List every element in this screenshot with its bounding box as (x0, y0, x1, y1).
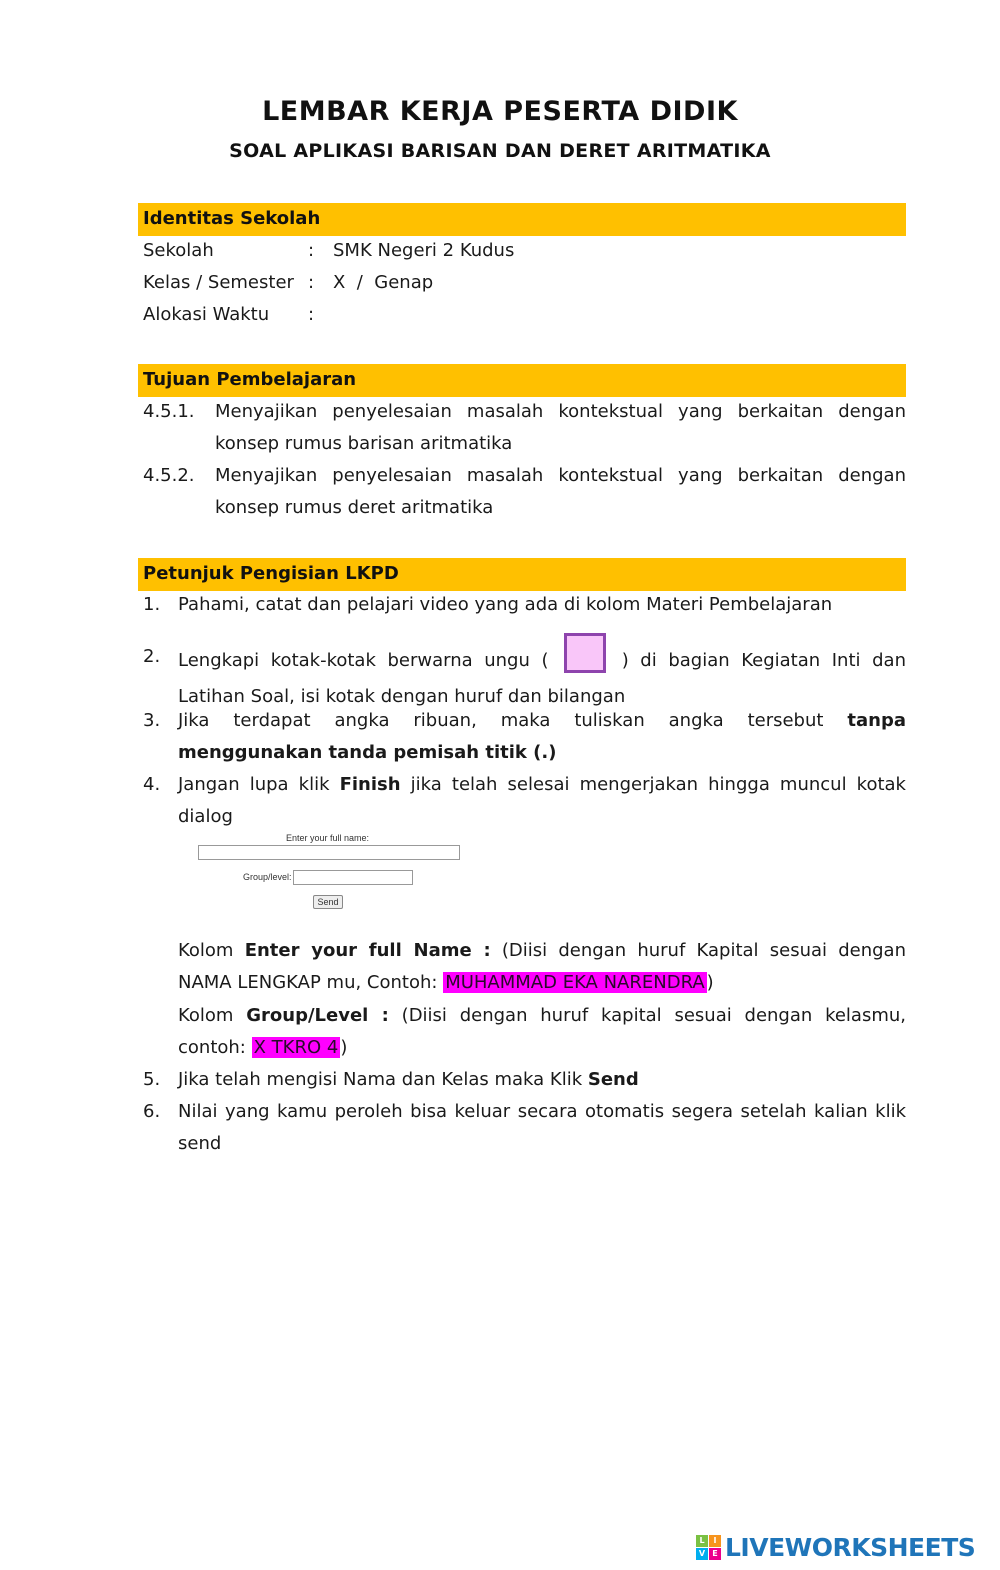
row-colon: : (308, 240, 315, 261)
dialog-group-label: Group/level: (243, 872, 292, 882)
instruction-step-1 (143, 589, 906, 621)
row-value: X / Genap (333, 272, 434, 293)
step-text: NAMA LENGKAP mu, Contoh: (178, 972, 438, 993)
objective-number: 4.5.2. (143, 465, 195, 486)
step-text: ) (340, 1037, 348, 1058)
logo-letter: V (696, 1548, 708, 1560)
dialog-group-input-sample (293, 870, 413, 885)
step-text: ) di bagian Kegiatan Inti dan (621, 650, 906, 671)
step-number: 2. (143, 646, 161, 667)
highlighted-example: MUHAMMAD EKA NARENDRA (445, 972, 705, 993)
logo-letter: I (709, 1535, 721, 1547)
step-text: Jika telah mengisi Nama dan Kelas maka Klik (178, 1069, 583, 1090)
step-text: ) (706, 972, 714, 993)
step-line (178, 1000, 906, 1032)
step-bold-text: Enter your full Name : (244, 940, 491, 961)
instruction-step-5 (143, 1064, 906, 1096)
logo-letter: L (696, 1535, 708, 1547)
row-colon: : (308, 304, 315, 325)
row-label: Kelas / Semester (143, 272, 294, 293)
section-tujuan-heading: Tujuan Pembelajaran (138, 364, 906, 397)
step-line (178, 935, 906, 967)
step-number: 5. (143, 1069, 161, 1090)
step-line (178, 737, 906, 769)
step-line: send (178, 1133, 222, 1154)
identitas-row-sekolah (143, 235, 514, 267)
liveworksheets-logo-icon (696, 1535, 721, 1560)
step-text: Pahami, catat dan pelajari video yang ada di kolom Materi Pembelajaran (178, 594, 833, 615)
brand-name: LIVEWORKSHEETS (725, 1532, 976, 1562)
objective-item (143, 396, 906, 460)
section-petunjuk-heading: Petunjuk Pengisian LKPD (138, 558, 906, 591)
step-text: contoh: (178, 1037, 246, 1058)
instruction-step-4 (143, 769, 906, 833)
step-text: (Diisi dengan huruf Kapital sesuai dengan (501, 940, 906, 961)
step-text: jika telah selesai mengerjakan hingga muncul kotak (410, 774, 906, 795)
kolom-group-note (143, 1000, 906, 1064)
step-number: 4. (143, 774, 161, 795)
step-line: dialog (178, 806, 233, 827)
step-text: Lengkapi kotak-kotak berwarna ungu ( (178, 650, 549, 671)
step-text: (Diisi dengan huruf kapital sesuai dengan kelasmu, (401, 1005, 906, 1026)
step-bold-text: menggunakan tanda pemisah titik (.) (178, 742, 557, 763)
highlighted-example: X TKRO 4 (253, 1037, 339, 1058)
liveworksheets-branding (696, 1533, 975, 1561)
step-line (178, 1064, 906, 1096)
step-line (178, 967, 906, 999)
purple-answer-box-sample (564, 633, 606, 673)
step-line (178, 641, 906, 681)
step-text: Jangan lupa klik (178, 774, 330, 795)
instruction-step-2 (143, 641, 906, 713)
step-bold-text: tanpa (847, 710, 906, 731)
instruction-step-6 (143, 1096, 906, 1160)
step-line: Latihan Soal, isi kotak dengan huruf dan bilangan (178, 686, 626, 707)
logo-letter: E (709, 1548, 721, 1560)
row-value: SMK Negeri 2 Kudus (333, 240, 515, 261)
step-bold-text: Send (587, 1069, 639, 1090)
row-colon: : (308, 272, 315, 293)
identitas-row-kelas (143, 267, 433, 299)
kolom-name-note (143, 935, 906, 999)
row-label: Sekolah (143, 240, 214, 261)
dialog-name-caption: Enter your full name: (286, 833, 370, 843)
step-bold-text: Finish (339, 774, 401, 795)
objective-line: Menyajikan penyelesaian masalah kontekstual yang berkaitan dengan (215, 401, 906, 422)
step-line: Nilai yang kamu peroleh bisa keluar secara otomatis segera setelah kalian klik (178, 1101, 906, 1122)
step-number: 3. (143, 710, 161, 731)
sample-submit-dialog (196, 833, 461, 913)
objective-line: konsep rumus barisan aritmatika (215, 433, 513, 454)
section-identitas-heading: Identitas Sekolah (138, 203, 906, 236)
page-title: LEMBAR KERJA PESERTA DIDIK (262, 96, 738, 127)
step-text: Kolom (178, 1005, 234, 1026)
step-number: 1. (143, 594, 161, 615)
step-line (178, 1032, 906, 1064)
objective-line: konsep rumus deret aritmatika (215, 497, 494, 518)
step-text: Jika terdapat angka ribuan, maka tuliskan angka tersebut (178, 710, 824, 731)
objective-number: 4.5.1. (143, 401, 195, 422)
page-subtitle: SOAL APLIKASI BARISAN DAN DERET ARITMATIKA (229, 140, 771, 162)
row-label: Alokasi Waktu (143, 304, 270, 325)
step-text: Kolom (178, 940, 234, 961)
objective-item (143, 460, 906, 524)
step-number: 6. (143, 1101, 161, 1122)
dialog-name-input-sample (198, 845, 460, 860)
step-line (178, 769, 906, 801)
dialog-send-button-sample: Send (313, 895, 343, 909)
identitas-row-alokasi (143, 299, 333, 331)
objective-line: Menyajikan penyelesaian masalah kontekstual yang berkaitan dengan (215, 465, 906, 486)
step-bold-text: Group/Level : (246, 1005, 389, 1026)
instruction-step-3 (143, 705, 906, 769)
step-line (178, 705, 906, 737)
